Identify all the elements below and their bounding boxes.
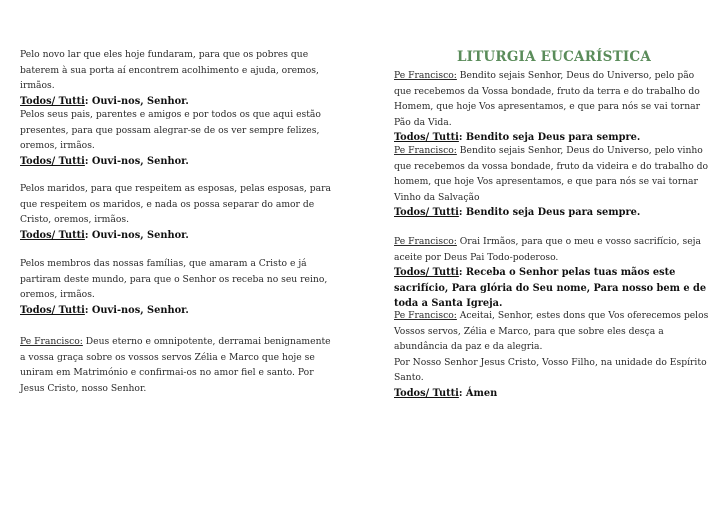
prayer-speaker: Pe Francisco:: [394, 310, 457, 321]
orate-fratres: [394, 234, 714, 312]
response-speaker: Todos/ Tutti: [20, 95, 85, 107]
response-text: : Ouvi-nos, Senhor.: [84, 304, 189, 316]
prayer-text: [394, 143, 714, 205]
petition-text: Pelos maridos, para que respeitem as esposas, pelas esposas, para que respeitem os maridos, e nada os possa separar do amor de Cristo, oremos, irmãos.: [20, 183, 332, 225]
response: [394, 265, 714, 312]
prayer-body: Orai Irmãos, para que o meu e vosso sacrifício, seja aceite por Deus Pai Todo-poderoso.: [394, 236, 701, 263]
prayer-text: [20, 334, 335, 396]
response: [20, 303, 335, 319]
response-text: : Ouvi-nos, Senhor.: [84, 155, 189, 167]
response-speaker: Todos/ Tutti: [394, 387, 459, 399]
response-speaker: Todos/ Tutti: [20, 229, 85, 241]
response-text: : Ouvi-nos, Senhor.: [84, 95, 189, 107]
prayer-body: Aceitai, Senhor, estes dons que Vos oferecemos pelos Vossos servos, Zélia e Marco, para que sobre eles desça a abundância da paz e da alegria.: [394, 310, 709, 352]
response-speaker: Todos/ Tutti: [394, 132, 459, 143]
response-speaker: Todos/ Tutti: [20, 155, 85, 167]
prayer-body: Bendito sejais Senhor, Deus do Universo, pelo vinho que recebemos da vossa bondade, fruto da videira e do trabalho do homem, que hoje Vos apresentamos, e que para nós se vai tornar Vinho da Salvação: [394, 145, 709, 203]
response: [394, 386, 714, 402]
petition-4: [20, 256, 335, 318]
prayer-speaker: Pe Francisco:: [20, 336, 83, 347]
petition-text: Pelos membros das nossas famílias, que amaram a Cristo e já partiram deste mundo, para que o Senhor os receba no seu reino, oremos, irmãos.: [20, 258, 328, 300]
prayer-text: [394, 234, 714, 265]
response: [394, 205, 714, 221]
response-text: : Receba o Senhor pelas tuas mãos este sacrifício, Para glória do Seu nome, Para nosso bem e de toda a Santa Igreja.: [394, 267, 707, 309]
petition-text: Pelos seus pais, parentes e amigos e por todos os que aqui estão presentes, para que possam alegrar-se de os ver sempre felizes, oremos, irmãos.: [20, 109, 321, 151]
prayer-speaker: Pe Francisco:: [394, 70, 457, 81]
offertory-wine: [394, 143, 714, 221]
response-text: : Bendito seja Deus para sempre.: [458, 207, 641, 218]
response-speaker: Todos/ Tutti: [394, 207, 459, 218]
prayer-text: [394, 68, 714, 130]
prayer-speaker: Pe Francisco:: [394, 145, 457, 156]
response-speaker: Todos/ Tutti: [20, 304, 85, 316]
response: [20, 154, 335, 170]
response-text: : Ámen: [458, 387, 498, 399]
section-title: LITURGIA EUCARÍSTICA: [456, 49, 651, 65]
petition-3: [20, 181, 335, 243]
prayer-text: [394, 308, 714, 355]
prayer-conclusion: Por Nosso Senhor Jesus Cristo, Vosso Filho, na unidade do Espírito Santo.: [394, 356, 707, 383]
closing-prayer: [20, 334, 335, 396]
prayer-body: Bendito sejais Senhor, Deus do Universo, pelo pão que recebemos da Vossa bondade, fruto da terra e do trabalho do Homem, que hoje Vos apresentamos, e que para nós se vai tornar Pão da Vida.: [394, 70, 700, 128]
prayer-body: Deus eterno e omnipotente, derramai benignamente a vossa graça sobre os vossos servos Zélia e Marco que hoje se uniram em Matrimónio e confirmai-os no amor fiel e santo. Por Jesus Cristo, nosso Senhor.: [20, 336, 331, 394]
response-speaker: Todos/ Tutti: [394, 267, 459, 278]
prayer-over-gifts: [394, 308, 714, 401]
petition-1: [20, 47, 335, 109]
prayer-speaker: Pe Francisco:: [394, 236, 457, 247]
offertory-bread: [394, 68, 714, 146]
petition-text: Pelo novo lar que eles hoje fundaram, para que os pobres que baterem à sua porta aí encontrem acolhimento e ajuda, oremos, irmãos.: [20, 49, 319, 91]
petition-2: [20, 107, 335, 169]
response-text: : Bendito seja Deus para sempre.: [458, 132, 641, 143]
response: [20, 228, 335, 244]
response-text: : Ouvi-nos, Senhor.: [84, 229, 189, 241]
